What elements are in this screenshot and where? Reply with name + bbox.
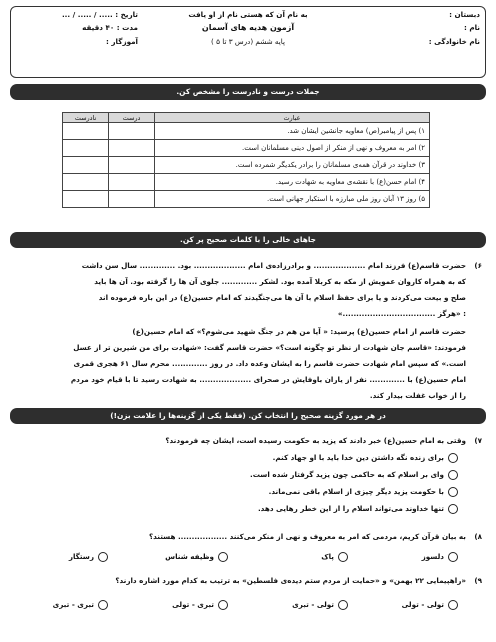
q6-line: : «هرگز ..................................» — [337, 309, 466, 318]
q9-option-radio[interactable] — [218, 600, 228, 610]
q8-option-radio[interactable] — [218, 552, 228, 562]
q9-number: ۹) — [474, 576, 482, 585]
q6-line: که به همراه کاروان عمویش از مکه به کربلا آمده بود. لشکر ............. جلوی آن ها را گرفته بود. آن ها باید — [94, 277, 466, 286]
row-num: ۴) — [418, 178, 425, 186]
correct-cell[interactable] — [109, 157, 155, 174]
correct-cell[interactable] — [109, 191, 155, 208]
incorrect-cell[interactable] — [63, 157, 109, 174]
q7-option-radio[interactable] — [448, 487, 458, 497]
q8-option-radio[interactable] — [338, 552, 348, 562]
name-label: نام : — [463, 23, 480, 32]
q7-option-label: برای زنده نگه داشتن دین خدا باید با او جهاد کنم. — [272, 453, 444, 462]
q9-option-label: تبری - تبری — [52, 600, 94, 609]
date-label: تاریخ : ..... / ..... / ... — [61, 10, 138, 19]
row-num: ۱) — [418, 127, 425, 135]
incorrect-cell[interactable] — [63, 191, 109, 208]
table-row — [63, 123, 430, 140]
q9-option-label: تولی - تولی — [401, 600, 444, 609]
row-text: امر به معروف و نهی از منکر از اصول دینی مسلمانان است. — [242, 144, 417, 152]
table-row — [63, 157, 430, 174]
q6-line: را از خواب غفلت بیدار کند. — [369, 391, 466, 400]
grade-line: پایه ششم (درس ۳ تا ۵ ) — [211, 37, 285, 46]
col-statement: عبارت — [154, 113, 429, 123]
q7-number: ۷) — [474, 436, 482, 445]
q7-option-label: با حکومت یزید دیگر چیزی از اسلام باقی نمی‌ماند. — [268, 487, 444, 496]
row-text: خداوند در قرآن همه‌ی مسلمانان را برادر یکدیگر شمرده است. — [235, 161, 417, 169]
q9-option-radio[interactable] — [448, 600, 458, 610]
family-label: نام خانوادگی : — [428, 37, 480, 46]
q8-option-label: رستگار — [68, 552, 94, 561]
teacher-label: آموزگار : — [106, 37, 138, 46]
school-label: دبستان : — [449, 10, 480, 19]
col-correct: درست — [109, 113, 155, 123]
q9-option-label: تولی - تبری — [292, 600, 334, 609]
q6-line: صلح و بیعت می‌کردند و یا برای حفظ اسلام با آن ها می‌جنگیدند که امام حسین(ع) در این باره فرموده اند — [98, 293, 466, 302]
q6-line: است.» که سپس امام شهادت حضرت قاسم را به ایشان وعده داد. در روز ............. محرم سال ۶۱ هجری قمری — [73, 359, 466, 368]
q6-line: امام حسین(ع) با ............. نفر از یاران باوفایش در صحرای ................... به شهادت رسید تا با قیام خود مردم — [70, 375, 466, 384]
q7-option-label: وای بر اسلام که به حاکمی چون یزید گرفتار شده است. — [249, 470, 444, 479]
q6-line: حضرت قاسم(ع) فرزند امام ................... و برادرزاده‌ی امام ................... بود. ............. سال سن داشت — [81, 261, 466, 270]
q8-number: ۸) — [474, 532, 482, 541]
row-num: ۲) — [418, 144, 425, 152]
table-row — [63, 191, 430, 208]
row-num: ۵) — [418, 195, 425, 203]
section3-banner: در هر مورد گزینه صحیح را انتخاب کن. (فقط یکی از گزینه‌ها را علامت بزن!) — [10, 408, 486, 424]
q6-line: حضرت قاسم از امام حسین(ع) پرسید: « آیا من هم در جنگ شهید می‌شوم؟» که امام حسین(ع) — [132, 327, 466, 336]
section1-banner: جملات درست و نادرست را مشخص کن. — [10, 84, 486, 100]
true-false-table — [62, 112, 430, 208]
q8-option-label: وظیفه شناس — [165, 552, 214, 561]
q6-number: ۶) — [474, 261, 482, 270]
correct-cell[interactable] — [109, 174, 155, 191]
q8-option-radio[interactable] — [98, 552, 108, 562]
q8-option-label: پاک — [321, 552, 334, 561]
row-text: روز ۱۳ آبان روز ملی مبارزه با استکبار جهانی است. — [267, 195, 417, 203]
row-text: امام حسن(ع) با نقشه‌ی معاویه به شهادت رسید. — [275, 178, 417, 186]
q9-option-radio[interactable] — [338, 600, 348, 610]
q8-option-radio[interactable] — [448, 552, 458, 562]
section2-banner: جاهای خالی را با کلمات صحیح پر کن. — [10, 232, 486, 248]
incorrect-cell[interactable] — [63, 174, 109, 191]
exam-title: آزمون هدیه های آسمان — [201, 23, 295, 32]
correct-cell[interactable] — [109, 123, 155, 140]
col-incorrect: نادرست — [63, 113, 109, 123]
duration-label: مدت : ۴۰ دقیقه — [82, 23, 138, 32]
table-row — [63, 174, 430, 191]
correct-cell[interactable] — [109, 140, 155, 157]
incorrect-cell[interactable] — [63, 140, 109, 157]
q9-option-label: تبری - تولی — [172, 600, 214, 609]
q8-option-label: دلسوز — [421, 552, 444, 561]
incorrect-cell[interactable] — [63, 123, 109, 140]
table-row — [63, 140, 430, 157]
q7-option-radio[interactable] — [448, 504, 458, 514]
q7-option-radio[interactable] — [448, 470, 458, 480]
q8-text: به بیان قرآن کریم، مردمی که امر به معروف و نهی از منکر می‌کنند .................. هستند؟ — [148, 532, 466, 541]
exam-page — [10, 6, 486, 636]
q9-text: «راهپیمایی ۲۲ بهمن» و «حمایت از مردم ستم دیده‌ی فلسطین» به ترتیب به کدام مورد اشاره دارند؟ — [115, 576, 466, 585]
q6-line: فرمودند: «قاسم جان شهادت از نظر تو چگونه است؟» حضرت قاسم گفت: «شهادت برای من شیرین تر از عسل — [73, 343, 466, 352]
q7-text: وقتی به امام حسین(ع) خبر دادند که یزید به حکومت رسیده است، ایشان چه فرمودند؟ — [165, 436, 466, 445]
row-num: ۳) — [418, 161, 425, 169]
q7-option-radio[interactable] — [448, 453, 458, 463]
bismillah-text: به نام آن که هستی نام از او یافت — [188, 10, 308, 19]
q7-option-label: تنها خداوند می‌تواند اسلام را از این خطر رهایی دهد. — [257, 504, 444, 513]
q9-option-radio[interactable] — [98, 600, 108, 610]
row-text: پس از پیامبر(ص) معاویه جانشین ایشان شد. — [287, 127, 417, 135]
